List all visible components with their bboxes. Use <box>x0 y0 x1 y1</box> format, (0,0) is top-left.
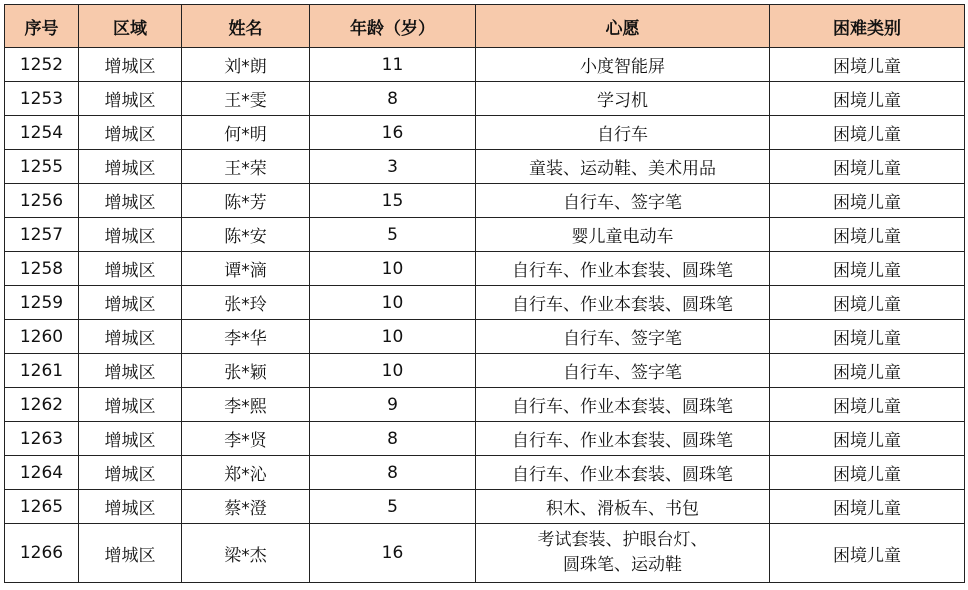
cell-category: 困境儿童 <box>770 150 965 184</box>
cell-category: 困境儿童 <box>770 218 965 252</box>
header-category: 困难类别 <box>770 5 965 48</box>
cell-id: 1253 <box>5 82 79 116</box>
table-row <box>5 218 965 252</box>
header-age: 年龄（岁） <box>310 5 476 48</box>
cell-category: 困境儿童 <box>770 286 965 320</box>
cell-id: 1257 <box>5 218 79 252</box>
cell-age: 10 <box>310 354 476 388</box>
cell-age: 5 <box>310 218 476 252</box>
cell-name: 何*明 <box>182 116 310 150</box>
cell-wish: 自行车、签字笔 <box>476 320 770 354</box>
table-row <box>5 320 965 354</box>
cell-name: 刘*朗 <box>182 48 310 82</box>
cell-category: 困境儿童 <box>770 524 965 583</box>
cell-area: 增城区 <box>79 82 182 116</box>
cell-id: 1252 <box>5 48 79 82</box>
cell-name: 梁*杰 <box>182 524 310 583</box>
cell-id: 1264 <box>5 456 79 490</box>
cell-wish: 自行车、签字笔 <box>476 184 770 218</box>
header-area: 区域 <box>79 5 182 48</box>
cell-age: 3 <box>310 150 476 184</box>
cell-name: 谭*滴 <box>182 252 310 286</box>
cell-area: 增城区 <box>79 456 182 490</box>
cell-category: 困境儿童 <box>770 82 965 116</box>
cell-name: 郑*沁 <box>182 456 310 490</box>
cell-name: 王*荣 <box>182 150 310 184</box>
cell-wish: 自行车、作业本套装、圆珠笔 <box>476 286 770 320</box>
cell-area: 增城区 <box>79 252 182 286</box>
cell-name: 王*雯 <box>182 82 310 116</box>
cell-id: 1263 <box>5 422 79 456</box>
cell-age: 5 <box>310 490 476 524</box>
cell-category: 困境儿童 <box>770 184 965 218</box>
cell-area: 增城区 <box>79 490 182 524</box>
cell-id: 1258 <box>5 252 79 286</box>
cell-age: 10 <box>310 252 476 286</box>
table-row <box>5 422 965 456</box>
table-row <box>5 252 965 286</box>
wish-line-1: 考试套装、护眼台灯、 <box>537 530 708 550</box>
header-row <box>5 5 965 48</box>
cell-area: 增城区 <box>79 388 182 422</box>
header-wish: 心愿 <box>476 5 770 48</box>
cell-category: 困境儿童 <box>770 48 965 82</box>
cell-id: 1266 <box>5 524 79 583</box>
table-row <box>5 82 965 116</box>
cell-wish: 自行车、作业本套装、圆珠笔 <box>476 456 770 490</box>
cell-age: 8 <box>310 422 476 456</box>
cell-area: 增城区 <box>79 218 182 252</box>
cell-area: 增城区 <box>79 184 182 218</box>
cell-wish: 自行车、作业本套装、圆珠笔 <box>476 422 770 456</box>
cell-age: 8 <box>310 456 476 490</box>
cell-age: 15 <box>310 184 476 218</box>
table-row <box>5 388 965 422</box>
cell-category: 困境儿童 <box>770 388 965 422</box>
cell-id: 1259 <box>5 286 79 320</box>
wish-line-2: 圆珠笔、运动鞋 <box>563 555 682 575</box>
cell-area: 增城区 <box>79 422 182 456</box>
cell-age: 10 <box>310 320 476 354</box>
cell-id: 1261 <box>5 354 79 388</box>
cell-category: 困境儿童 <box>770 456 965 490</box>
cell-name: 李*熙 <box>182 388 310 422</box>
cell-wish: 婴儿童电动车 <box>476 218 770 252</box>
table-row <box>5 184 965 218</box>
cell-name: 蔡*澄 <box>182 490 310 524</box>
cell-age: 11 <box>310 48 476 82</box>
header-name: 姓名 <box>182 5 310 48</box>
table-row <box>5 116 965 150</box>
header-id: 序号 <box>5 5 79 48</box>
cell-area: 增城区 <box>79 150 182 184</box>
cell-name: 陈*芳 <box>182 184 310 218</box>
table-row <box>5 48 965 82</box>
cell-area: 增城区 <box>79 354 182 388</box>
cell-category: 困境儿童 <box>770 354 965 388</box>
cell-name: 李*华 <box>182 320 310 354</box>
cell-category: 困境儿童 <box>770 422 965 456</box>
cell-category: 困境儿童 <box>770 116 965 150</box>
wish-list-table-container <box>4 4 965 583</box>
cell-wish: 小度智能屏 <box>476 48 770 82</box>
cell-wish: 自行车、作业本套装、圆珠笔 <box>476 252 770 286</box>
cell-name: 陈*安 <box>182 218 310 252</box>
cell-wish <box>476 524 770 583</box>
table-row <box>5 354 965 388</box>
cell-area: 增城区 <box>79 320 182 354</box>
cell-age: 9 <box>310 388 476 422</box>
cell-id: 1255 <box>5 150 79 184</box>
cell-id: 1262 <box>5 388 79 422</box>
cell-wish: 自行车、作业本套装、圆珠笔 <box>476 388 770 422</box>
table-row <box>5 524 965 583</box>
table-row <box>5 286 965 320</box>
cell-id: 1256 <box>5 184 79 218</box>
cell-id: 1254 <box>5 116 79 150</box>
table-row <box>5 150 965 184</box>
cell-age: 16 <box>310 524 476 583</box>
cell-age: 16 <box>310 116 476 150</box>
cell-wish: 童装、运动鞋、美术用品 <box>476 150 770 184</box>
cell-category: 困境儿童 <box>770 320 965 354</box>
cell-age: 8 <box>310 82 476 116</box>
cell-name: 张*玲 <box>182 286 310 320</box>
cell-name: 张*颖 <box>182 354 310 388</box>
wish-list-table <box>4 4 965 583</box>
cell-area: 增城区 <box>79 524 182 583</box>
cell-id: 1265 <box>5 490 79 524</box>
cell-wish: 学习机 <box>476 82 770 116</box>
cell-wish: 自行车、签字笔 <box>476 354 770 388</box>
cell-name: 李*贤 <box>182 422 310 456</box>
table-row <box>5 490 965 524</box>
cell-id: 1260 <box>5 320 79 354</box>
table-row <box>5 456 965 490</box>
cell-area: 增城区 <box>79 48 182 82</box>
cell-category: 困境儿童 <box>770 490 965 524</box>
cell-wish: 积木、滑板车、书包 <box>476 490 770 524</box>
cell-wish: 自行车 <box>476 116 770 150</box>
cell-area: 增城区 <box>79 286 182 320</box>
cell-area: 增城区 <box>79 116 182 150</box>
cell-category: 困境儿童 <box>770 252 965 286</box>
cell-age: 10 <box>310 286 476 320</box>
